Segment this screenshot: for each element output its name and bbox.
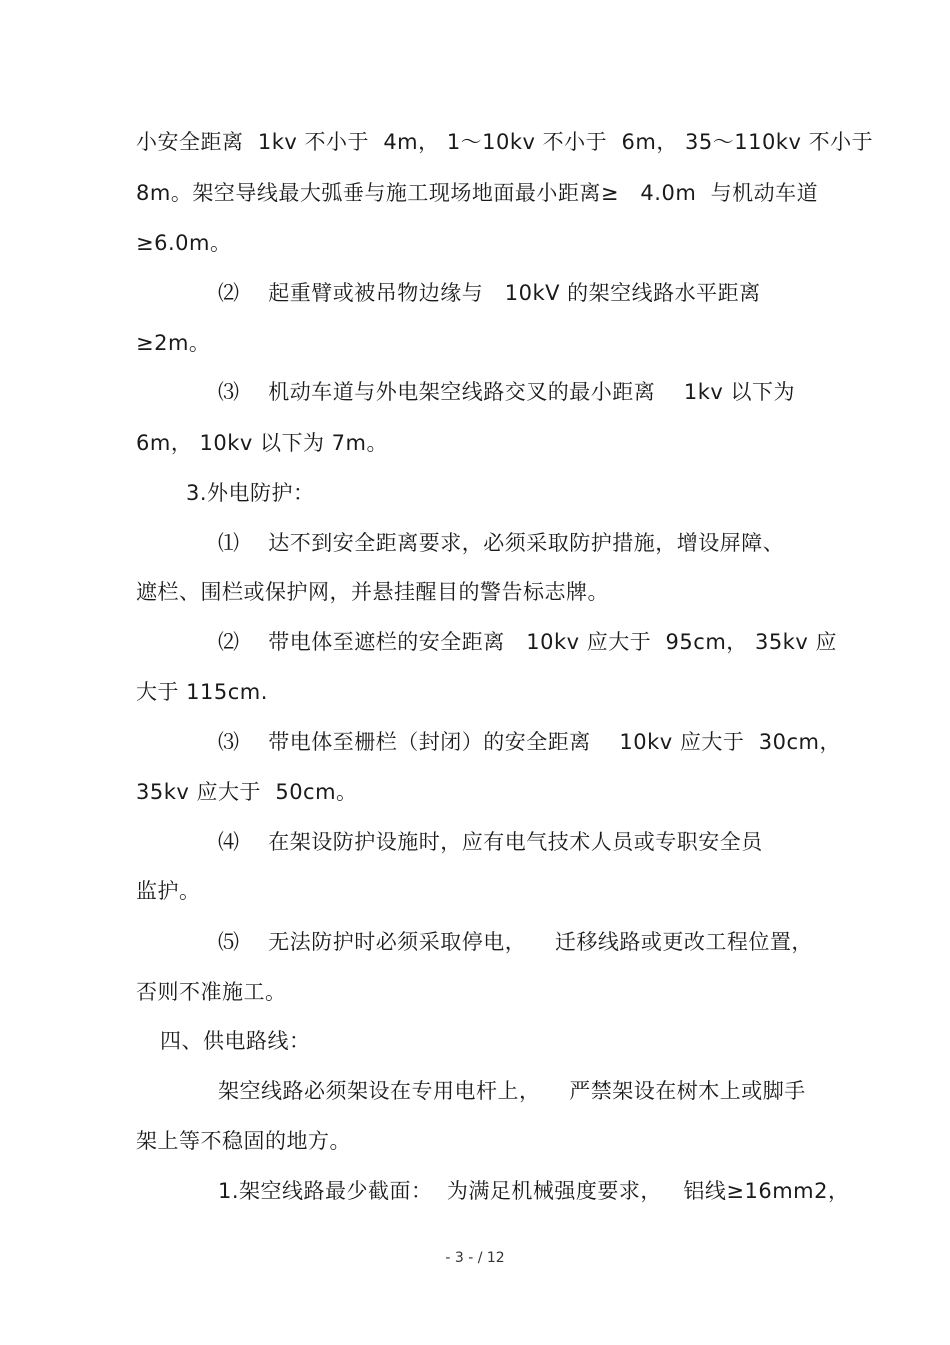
text-line-12: 大于 115cm.	[136, 680, 268, 704]
section-heading-3: 3.外电防护：	[186, 481, 315, 505]
text-line-4: ⑵ 起重臂或被吊物边缘与 10kV 的架空线路水平距离	[218, 281, 761, 305]
text-line-5: ≥2m。	[136, 331, 211, 355]
text-line-9: ⑴ 达不到安全距离要求，必须采取防护措施，增设屏障、	[218, 531, 785, 555]
text-line-18: 否则不准施工。	[136, 980, 287, 1004]
text-line-14: 35kv 应大于 50cm。	[136, 780, 358, 804]
text-line-10: 遮栏、围栏或保护网，并悬挂醒目的警告标志牌。	[136, 580, 609, 604]
text-line-15: ⑷ 在架设防护设施时，应有电气技术人员或专职安全员	[218, 830, 763, 854]
text-line-13: ⑶ 带电体至栅栏（封闭）的安全距离 10kv 应大于 30cm，	[218, 730, 841, 754]
text-line-7: 6m， 10kv 以下为 7m。	[136, 431, 388, 455]
text-line-22: 1.架空线路最少截面： 为满足机械强度要求， 铝线≥16mm2，	[218, 1179, 850, 1203]
text-line-2: 8m。架空导线最大弧垂与施工现场地面最小距离≥ 4.0m 与机动车道	[136, 181, 819, 205]
text-line-17: ⑸ 无法防护时必须采取停电， 迁移线路或更改工程位置，	[218, 930, 813, 954]
text-line-6: ⑶ 机动车道与外电架空线路交叉的最小距离 1kv 以下为	[218, 380, 796, 404]
text-line-1: 小安全距离 1kv 不小于 4m， 1～10kv 不小于 6m， 35～110kv 不小于	[136, 130, 874, 154]
text-line-16: 监护。	[136, 879, 201, 903]
section-heading-4: 四、供电路线：	[160, 1029, 311, 1053]
page-number: - 3 - / 12	[445, 1250, 505, 1266]
text-line-21: 架上等不稳固的地方。	[136, 1129, 351, 1153]
text-line-11: ⑵ 带电体至遮栏的安全距离 10kv 应大于 95cm， 35kv 应	[218, 630, 837, 654]
text-line-3: ≥6.0m。	[136, 231, 232, 255]
text-line-20: 架空线路必须架设在专用电杆上， 严禁架设在树木上或脚手	[218, 1079, 806, 1103]
